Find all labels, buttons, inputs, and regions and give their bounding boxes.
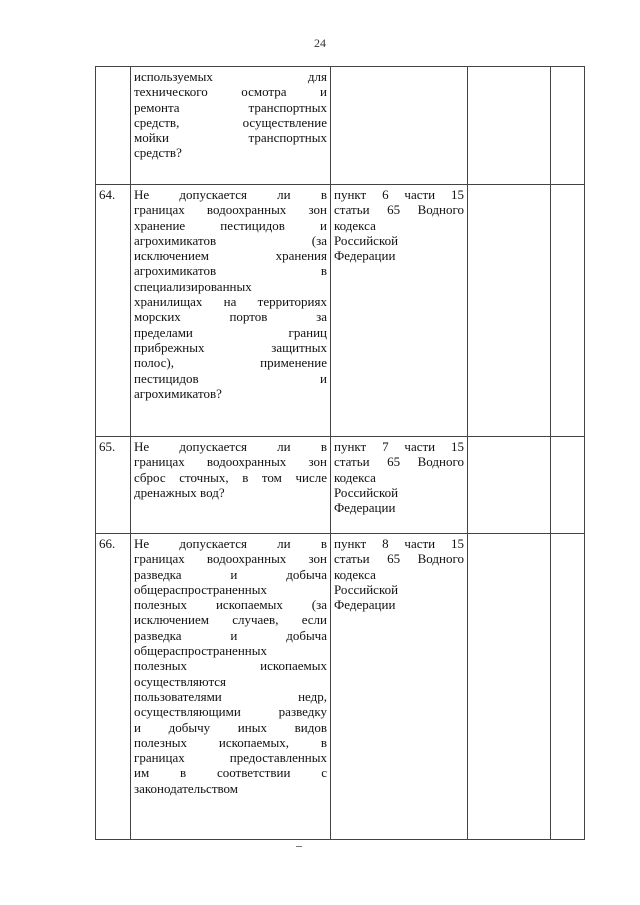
question-cell — [131, 534, 331, 840]
reference-line: Российской — [334, 581, 399, 597]
reference-line: Федерации — [334, 500, 396, 516]
reference-line: Российской — [334, 232, 399, 248]
question-line: прибрежных защитных — [134, 339, 327, 355]
reference-cell — [331, 67, 468, 185]
reference-line: пункт 8 части 15 — [334, 536, 464, 551]
checklist-table — [95, 66, 585, 840]
item-number: 66. — [96, 534, 131, 840]
question-line: средств? — [134, 145, 182, 161]
question-line: границах предоставленных — [134, 750, 327, 766]
question-line: им в соответствии с — [134, 765, 327, 781]
question-cell — [131, 437, 331, 534]
question-line: специализированных — [134, 278, 252, 294]
question-line: разведка и добыча — [134, 566, 327, 582]
table-row — [96, 67, 585, 185]
question-line: Не допускается ли в — [134, 439, 327, 454]
reference-line: пункт 7 части 15 — [334, 439, 464, 454]
item-number: 64. — [96, 185, 131, 437]
page-number: 24 — [314, 36, 326, 50]
reference-line: кодекса — [334, 469, 376, 485]
question-line: Не допускается ли в — [134, 187, 327, 202]
table-row — [96, 185, 585, 437]
reference-cell — [331, 437, 468, 534]
question-line: разведка и добыча — [134, 627, 327, 643]
reference-line: Федерации — [334, 248, 396, 264]
reference-line: кодекса — [334, 217, 376, 233]
question-cell — [131, 185, 331, 437]
question-line: пестицидов и — [134, 370, 327, 386]
reference-line: кодекса — [334, 566, 376, 582]
question-line: дренажных вод? — [134, 484, 225, 500]
answer-cell[interactable] — [468, 534, 551, 840]
question-line: общераспространенных — [134, 643, 267, 659]
item-number: 65. — [96, 437, 131, 534]
question-line: осуществляющими разведку — [134, 704, 327, 720]
question-line: полезных ископаемых, в — [134, 734, 327, 750]
question-line: полезных ископаемых (за — [134, 597, 327, 613]
question-line: технического осмотра и — [134, 84, 327, 100]
reference-line: Российской — [334, 484, 399, 500]
question-line: полезных ископаемых — [134, 658, 327, 674]
item-number — [96, 67, 131, 185]
question-line: используемых для — [134, 69, 327, 84]
question-line: Не допускается ли в — [134, 536, 327, 551]
question-line: и добычу иных видов — [134, 719, 327, 735]
table-body — [96, 67, 585, 840]
reference-cell — [331, 534, 468, 840]
reference-line: статьи 65 Водного — [334, 454, 464, 470]
reference-cell — [331, 185, 468, 437]
note-cell[interactable] — [551, 437, 585, 534]
question-cell — [131, 67, 331, 185]
question-line: хранилищах на территориях — [134, 294, 327, 310]
reference-line: статьи 65 Водного — [334, 551, 464, 567]
reference-line: Федерации — [334, 597, 396, 613]
question-line: агрохимикатов? — [134, 385, 222, 401]
question-line: средств, осуществление — [134, 114, 327, 130]
question-line: пользователями недр, — [134, 688, 327, 704]
question-line: исключением случаев, если — [134, 612, 327, 628]
answer-cell[interactable] — [468, 185, 551, 437]
page-bottom-mark — [296, 846, 302, 847]
question-line: исключением хранения — [134, 248, 327, 264]
question-line: законодательством — [134, 780, 239, 796]
question-line: агрохимикатов в — [134, 263, 327, 279]
question-line: пределами границ — [134, 324, 327, 340]
question-line: сброс сточных, в том числе — [134, 469, 327, 485]
table-row — [96, 534, 585, 840]
question-line: мойки транспортных — [134, 130, 327, 146]
question-line: ремонта транспортных — [134, 99, 327, 115]
question-line: полос), применение — [134, 355, 327, 371]
question-line: границах водоохранных зон — [134, 202, 327, 218]
note-cell[interactable] — [551, 67, 585, 185]
question-line: границах водоохранных зон — [134, 454, 327, 470]
answer-cell[interactable] — [468, 67, 551, 185]
question-line: агрохимикатов (за — [134, 232, 327, 248]
note-cell[interactable] — [551, 185, 585, 437]
note-cell[interactable] — [551, 534, 585, 840]
question-line: хранение пестицидов и — [134, 217, 327, 233]
question-line: общераспространенных — [134, 581, 267, 597]
question-line: осуществляются — [134, 673, 227, 689]
reference-line: статьи 65 Водного — [334, 202, 464, 218]
table-row — [96, 437, 585, 534]
reference-line: пункт 6 части 15 — [334, 187, 464, 202]
question-line: морских портов за — [134, 309, 327, 325]
answer-cell[interactable] — [468, 437, 551, 534]
question-line: границах водоохранных зон — [134, 551, 327, 567]
